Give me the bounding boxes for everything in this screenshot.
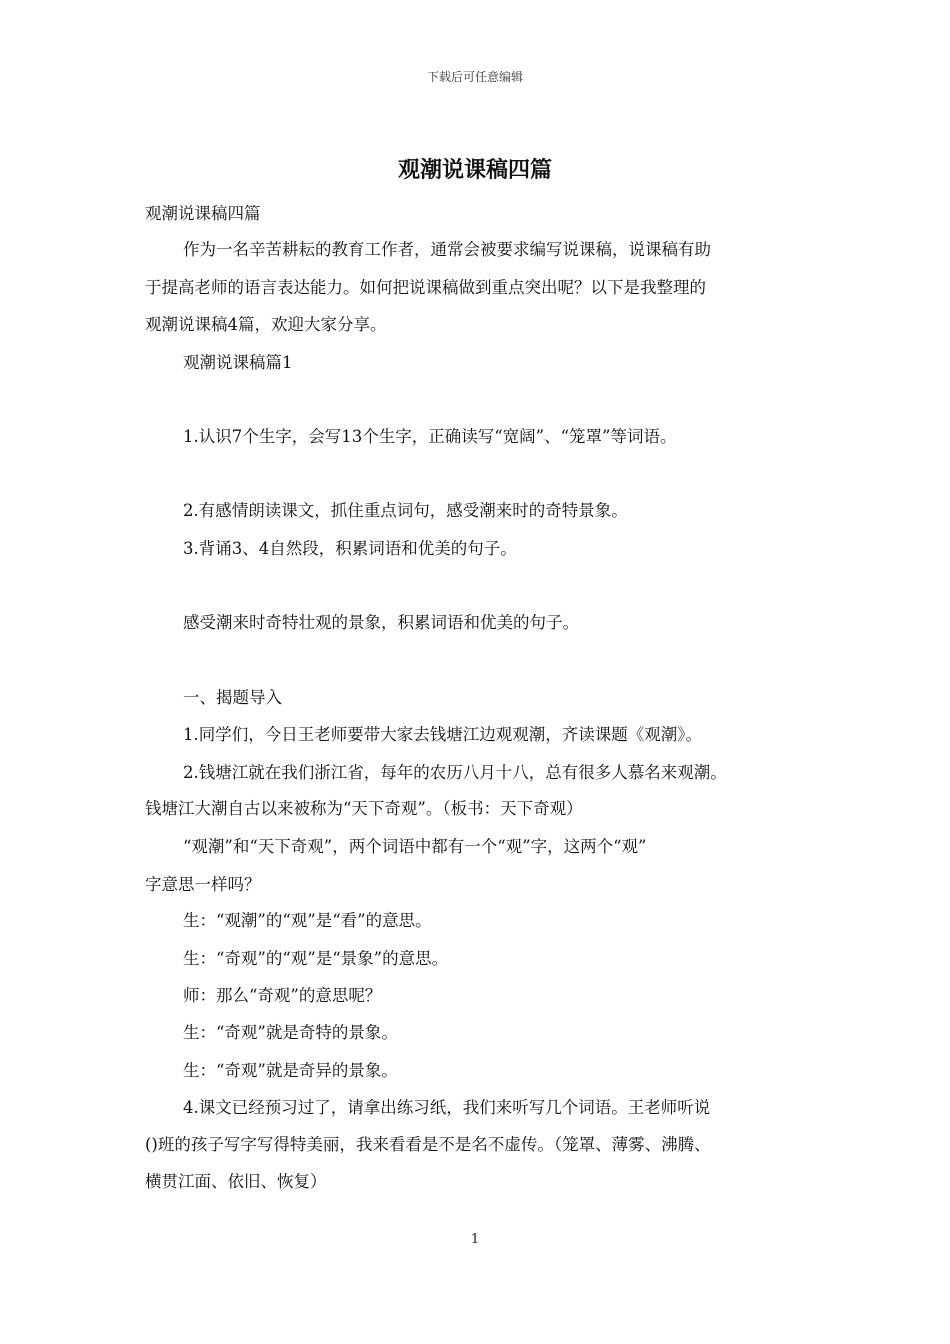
- paragraph-line: 于提高老师的语言表达能力。如何把说课稿做到重点突出呢？以下是我整理的: [145, 278, 706, 297]
- dialogue-line: 生：“奇观”的“观”是“景象”的意思。: [183, 949, 449, 968]
- paragraph-line: 4.课文已经预习过了，请拿出练习纸，我们来听写几个词语。王老师听说: [183, 1098, 711, 1117]
- paragraph-line: ()班的孩子写字写得特美丽，我来看看是不是名不虚传。（笼罩、薄雾、沸腾、: [145, 1135, 711, 1154]
- paragraph-line: 1.同学们，今日王老师要带大家去钱塘江边观观潮，齐读课题《观潮》。: [183, 725, 702, 744]
- paragraph-line: 钱塘江大潮自古以来被称为“天下奇观”。（板书：天下奇观）: [145, 799, 583, 818]
- paragraph-line: “观潮”和“天下奇观”，两个词语中都有一个“观”字，这两个“观”: [183, 837, 647, 856]
- dialogue-line: 师：那么“奇观”的意思呢？: [183, 986, 382, 1005]
- objective-item: 2.有感情朗读课文，抓住重点词句，感受潮来时的奇特景象。: [183, 501, 628, 520]
- header-note: 下载后可任意编辑: [426, 70, 523, 84]
- paragraph-line: 字意思一样吗？: [145, 875, 261, 894]
- paragraph-line: 作为一名辛苦耕耘的教育工作者，通常会被要求编写说课稿，说课稿有助: [183, 240, 711, 259]
- section-heading: 观潮说课稿篇1: [183, 353, 293, 372]
- paragraph-line: 2.钱塘江就在我们浙江省，每年的农历八月十八，总有很多人慕名来观潮。: [183, 763, 727, 782]
- dialogue-line: 生：“奇观”就是奇特的景象。: [183, 1023, 398, 1042]
- key-point-line: 感受潮来时奇特壮观的景象，积累词语和优美的句子。: [183, 613, 579, 632]
- dialogue-line: 生：“观潮”的“观”是“看”的意思。: [183, 911, 432, 930]
- document-title: 观潮说课稿四篇: [397, 158, 552, 183]
- paragraph-line: 横贯江面、依旧、恢复）: [145, 1172, 327, 1191]
- page-number: 1: [470, 1232, 480, 1247]
- paragraph-line: 观潮说课稿4篇，欢迎大家分享。: [145, 315, 387, 334]
- objective-item: 3.背诵3、4自然段，积累词语和优美的句子。: [183, 539, 517, 558]
- objective-item: 1.认识7个生字，会写13个生字，正确读写“宽阔”、“笼罩”等词语。: [183, 427, 677, 446]
- subtitle-line: 观潮说课稿四篇: [145, 204, 261, 223]
- section-heading: 一、揭题导入: [183, 688, 282, 707]
- dialogue-line: 生：“奇观”就是奇异的景象。: [183, 1061, 398, 1080]
